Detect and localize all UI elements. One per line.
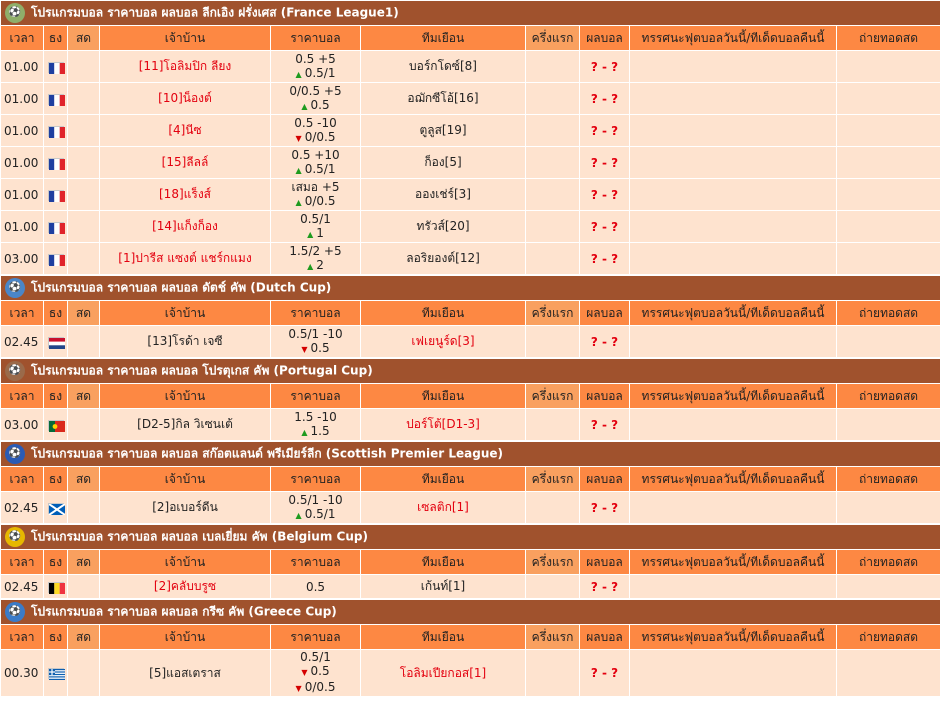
column-result: ผลบอล: [580, 26, 630, 51]
portugal-cup-icon: ⚽: [5, 361, 25, 381]
column-live: สด: [68, 301, 100, 326]
half-time-cell: [526, 492, 580, 524]
tips-cell[interactable]: [630, 650, 837, 697]
france-flag: [48, 126, 64, 137]
column-half: ครึ่งแรก: [526, 301, 580, 326]
odds-cell: [271, 115, 361, 147]
result-score[interactable]: ? - ?: [580, 575, 630, 599]
tips-cell[interactable]: [630, 115, 837, 147]
tips-cell[interactable]: [630, 326, 837, 358]
arrow-down-icon: ▼: [301, 344, 308, 354]
live-cell: [68, 115, 100, 147]
tips-cell[interactable]: [630, 575, 837, 599]
column-header-row: [1, 550, 940, 575]
match-row[interactable]: [1, 409, 940, 441]
result-score[interactable]: ? - ?: [580, 243, 630, 275]
flag-cell: [44, 243, 68, 275]
match-row[interactable]: [1, 492, 940, 524]
column-stream: ถ่ายทอดสด: [837, 625, 940, 650]
odds-line: 0.5/1: [300, 211, 331, 226]
tips-cell[interactable]: [630, 147, 837, 179]
stream-cell[interactable]: [837, 575, 940, 599]
odds-line-2: ▲ 1: [307, 225, 324, 240]
live-cell: [68, 575, 100, 599]
flag-cell: [44, 650, 68, 697]
column-away: ทีมเยือน: [361, 467, 526, 492]
arrow-up-icon: ▲: [301, 101, 308, 111]
column-odds: ราคาบอล: [271, 550, 361, 575]
live-cell: [68, 179, 100, 211]
league-header: [1, 1, 940, 26]
odds-line: 1.5 -10: [294, 409, 337, 424]
home-team[interactable]: [10]น็องต์: [100, 83, 271, 115]
league-table: [0, 358, 940, 441]
league-table: [0, 524, 940, 599]
match-row[interactable]: [1, 326, 940, 358]
match-row[interactable]: [1, 575, 940, 599]
arrow-down-icon: ▼: [295, 133, 302, 143]
league-title[interactable]: โปรแกรมบอล ราคาบอล ผลบอล สก๊อตแลนด์ พรีเมียร์ลีก (Scottish Premier League): [31, 446, 504, 461]
flag-cell: [44, 575, 68, 599]
column-home: เจ้าบ้าน: [100, 301, 271, 326]
match-row[interactable]: [1, 83, 940, 115]
column-flag: ธง: [44, 384, 68, 409]
home-team[interactable]: [14]แก็งก็อง: [100, 211, 271, 243]
odds-cell: [271, 211, 361, 243]
away-team[interactable]: ทรัวส์[20]: [361, 211, 526, 243]
odds-cell: [271, 575, 361, 599]
kickoff-time: 00.30: [1, 650, 44, 697]
league-title[interactable]: โปรแกรมบอล ราคาบอล ผลบอล กรีซ คัพ (Greece Cup): [31, 604, 337, 619]
odds-cell: [271, 83, 361, 115]
column-result: ผลบอล: [580, 625, 630, 650]
column-tips: ทรรศนะฟุตบอลวันนี้/ทีเด็ดบอลคืนนี้: [630, 384, 837, 409]
column-flag: ธง: [44, 467, 68, 492]
column-half: ครึ่งแรก: [526, 550, 580, 575]
kickoff-time: 03.00: [1, 409, 44, 441]
away-team[interactable]: บอร์กโดซ์[8]: [361, 51, 526, 83]
column-odds: ราคาบอล: [271, 384, 361, 409]
kickoff-time: 01.00: [1, 51, 44, 83]
column-away: ทีมเยือน: [361, 384, 526, 409]
match-row[interactable]: [1, 51, 940, 83]
france-flag: [48, 222, 64, 233]
odds-line-2: ▲ 0.5/1: [295, 161, 336, 176]
flag-cell: [44, 409, 68, 441]
league-header: [1, 359, 940, 384]
column-home: เจ้าบ้าน: [100, 467, 271, 492]
league-table: [0, 441, 940, 524]
away-team[interactable]: ก็อง[5]: [361, 147, 526, 179]
half-time-cell: [526, 326, 580, 358]
tips-cell[interactable]: [630, 492, 837, 524]
arrow-up-icon: ▲: [295, 197, 302, 207]
arrow-up-icon: ▲: [295, 165, 302, 175]
column-flag: ธง: [44, 301, 68, 326]
half-time-cell: [526, 115, 580, 147]
arrow-down-icon: ▼: [295, 684, 302, 693]
column-time: เวลา: [1, 550, 44, 575]
column-away: ทีมเยือน: [361, 26, 526, 51]
odds-line: 0.5 +5: [295, 51, 336, 66]
column-time: เวลา: [1, 301, 44, 326]
odds-cell: [271, 650, 361, 697]
column-away: ทีมเยือน: [361, 550, 526, 575]
match-row[interactable]: [1, 650, 940, 697]
odds-cell: [271, 326, 361, 358]
stream-cell[interactable]: [837, 179, 940, 211]
belgium-cup-icon: ⚽: [5, 527, 25, 547]
flag-cell: [44, 326, 68, 358]
odds-cell: [271, 147, 361, 179]
league-header: [1, 442, 940, 467]
kickoff-time: 01.00: [1, 211, 44, 243]
stream-cell[interactable]: [837, 83, 940, 115]
kickoff-time: 01.00: [1, 115, 44, 147]
kickoff-time: 01.00: [1, 179, 44, 211]
odds-line-2: ▲ 0.5: [301, 97, 330, 112]
league-title[interactable]: โปรแกรมบอล ราคาบอล ผลบอล เบลเยี่ยม คัพ (Belgium Cup): [31, 529, 368, 544]
league-header: [1, 525, 940, 550]
portugal-flag: [48, 420, 64, 431]
league-title[interactable]: โปรแกรมบอล ราคาบอล ผลบอล โปรตุเกส คัพ (Portugal Cup): [31, 363, 373, 378]
half-time-cell: [526, 51, 580, 83]
column-flag: ธง: [44, 550, 68, 575]
column-result: ผลบอล: [580, 467, 630, 492]
tips-cell[interactable]: [630, 83, 837, 115]
odds-cell: [271, 51, 361, 83]
kickoff-time: 01.00: [1, 147, 44, 179]
match-row[interactable]: [1, 147, 940, 179]
column-header-row: [1, 301, 940, 326]
belgium-flag: [48, 582, 64, 593]
column-stream: ถ่ายทอดสด: [837, 467, 940, 492]
flag-cell: [44, 211, 68, 243]
league-table: [0, 275, 940, 358]
odds-line: 0.5/1 -10: [288, 492, 343, 507]
away-team[interactable]: เฟเยนูร์ด[3]: [361, 326, 526, 358]
kickoff-time: 02.45: [1, 492, 44, 524]
live-cell: [68, 51, 100, 83]
half-time-cell: [526, 83, 580, 115]
home-team[interactable]: [11]โอลิมปิก ลียง: [100, 51, 271, 83]
column-half: ครึ่งแรก: [526, 384, 580, 409]
stream-cell[interactable]: [837, 51, 940, 83]
odds-line-2: ▲ 0/0.5: [295, 193, 336, 208]
result-score[interactable]: ? - ?: [580, 115, 630, 147]
stream-cell[interactable]: [837, 409, 940, 441]
kickoff-time: 02.45: [1, 326, 44, 358]
half-time-cell: [526, 179, 580, 211]
match-row[interactable]: [1, 179, 940, 211]
column-flag: ธง: [44, 625, 68, 650]
column-half: ครึ่งแรก: [526, 26, 580, 51]
column-tips: ทรรศนะฟุตบอลวันนี้/ทีเด็ดบอลคืนนี้: [630, 550, 837, 575]
match-row[interactable]: [1, 115, 940, 147]
flag-cell: [44, 51, 68, 83]
league-header: [1, 276, 940, 301]
greece-cup-icon: ⚽: [5, 602, 25, 622]
live-cell: [68, 211, 100, 243]
column-stream: ถ่ายทอดสด: [837, 301, 940, 326]
scotland-flag: [48, 503, 64, 514]
column-stream: ถ่ายทอดสด: [837, 26, 940, 51]
odds-line-2: ▲ 2: [307, 257, 324, 272]
tips-cell[interactable]: [630, 179, 837, 211]
result-score[interactable]: ? - ?: [580, 147, 630, 179]
arrow-up-icon: ▲: [307, 229, 314, 239]
column-odds: ราคาบอล: [271, 467, 361, 492]
live-cell: [68, 83, 100, 115]
result-score[interactable]: ? - ?: [580, 179, 630, 211]
scottish-league-icon: ⚽: [5, 444, 25, 464]
column-half: ครึ่งแรก: [526, 467, 580, 492]
stream-cell[interactable]: [837, 115, 940, 147]
column-home: เจ้าบ้าน: [100, 384, 271, 409]
column-home: เจ้าบ้าน: [100, 26, 271, 51]
column-result: ผลบอล: [580, 384, 630, 409]
stream-cell[interactable]: [837, 147, 940, 179]
france-flag: [48, 158, 64, 169]
stream-cell[interactable]: [837, 243, 940, 275]
tips-cell[interactable]: [630, 211, 837, 243]
kickoff-time: 02.45: [1, 575, 44, 599]
result-score[interactable]: ? - ?: [580, 211, 630, 243]
flag-cell: [44, 179, 68, 211]
column-header-row: [1, 384, 940, 409]
kickoff-time: 01.00: [1, 83, 44, 115]
odds-line-2: ▲ 0.5/1: [295, 65, 336, 80]
result-score[interactable]: ? - ?: [580, 492, 630, 524]
home-team[interactable]: [18]แร็งส์: [100, 179, 271, 211]
stream-cell[interactable]: [837, 211, 940, 243]
arrow-up-icon: ▲: [307, 261, 314, 271]
tips-cell[interactable]: [630, 51, 837, 83]
greece-flag: [48, 668, 64, 679]
half-time-cell: [526, 650, 580, 697]
column-time: เวลา: [1, 26, 44, 51]
column-flag: ธง: [44, 26, 68, 51]
arrow-up-icon: ▲: [295, 69, 302, 79]
live-cell: [68, 492, 100, 524]
stream-cell[interactable]: [837, 492, 940, 524]
column-odds: ราคาบอล: [271, 26, 361, 51]
home-team[interactable]: [13]โรด้า เจซี: [100, 326, 271, 358]
odds-line: 0.5 +10: [291, 147, 340, 162]
result-score[interactable]: ? - ?: [580, 326, 630, 358]
arrow-down-icon: ▼: [301, 668, 308, 677]
column-time: เวลา: [1, 467, 44, 492]
column-stream: ถ่ายทอดสด: [837, 550, 940, 575]
odds-line: 1.5/2 +5: [289, 243, 342, 258]
column-away: ทีมเยือน: [361, 625, 526, 650]
odds-line: 0.5/1 -10: [288, 326, 343, 341]
odds-cell: [271, 243, 361, 275]
live-cell: [68, 650, 100, 697]
odds-line: 0.5 -10: [294, 115, 337, 130]
half-time-cell: [526, 243, 580, 275]
odds-cell: [271, 179, 361, 211]
home-team[interactable]: [15]ลีลล์: [100, 147, 271, 179]
home-team[interactable]: [5]แอสเตราส: [100, 650, 271, 697]
column-tips: ทรรศนะฟุตบอลวันนี้/ทีเด็ดบอลคืนนี้: [630, 625, 837, 650]
odds-cell: [271, 492, 361, 524]
home-team[interactable]: [4]นีซ: [100, 115, 271, 147]
league-table: [0, 599, 940, 697]
column-away: ทีมเยือน: [361, 301, 526, 326]
dutch-cup-icon: ⚽: [5, 278, 25, 298]
league-table: [0, 0, 940, 275]
column-header-row: [1, 26, 940, 51]
tips-cell[interactable]: [630, 243, 837, 275]
league-title[interactable]: โปรแกรมบอล ราคาบอล ผลบอล ดัตช์ คัพ (Dutch Cup): [31, 280, 332, 295]
home-team[interactable]: [D2-5]กิล วิเซนเต้: [100, 409, 271, 441]
kickoff-time: 03.00: [1, 243, 44, 275]
result-score[interactable]: ? - ?: [580, 83, 630, 115]
result-score[interactable]: ? - ?: [580, 650, 630, 697]
half-time-cell: [526, 409, 580, 441]
netherlands-flag: [48, 337, 64, 348]
flag-cell: [44, 492, 68, 524]
live-cell: [68, 326, 100, 358]
column-time: เวลา: [1, 384, 44, 409]
odds-line: 0/0.5 +5: [289, 83, 342, 98]
away-team[interactable]: ตูลูส[19]: [361, 115, 526, 147]
column-odds: ราคาบอล: [271, 301, 361, 326]
column-tips: ทรรศนะฟุตบอลวันนี้/ทีเด็ดบอลคืนนี้: [630, 301, 837, 326]
flag-cell: [44, 147, 68, 179]
france-league-icon: ⚽: [5, 3, 25, 23]
result-score[interactable]: ? - ?: [580, 409, 630, 441]
odds-line: 0.5: [305, 579, 326, 594]
live-cell: [68, 409, 100, 441]
half-time-cell: [526, 575, 580, 599]
column-half: ครึ่งแรก: [526, 625, 580, 650]
half-time-cell: [526, 211, 580, 243]
stream-cell[interactable]: [837, 650, 940, 697]
tips-cell[interactable]: [630, 409, 837, 441]
france-flag: [48, 94, 64, 105]
live-cell: [68, 243, 100, 275]
half-time-cell: [526, 147, 580, 179]
column-time: เวลา: [1, 625, 44, 650]
column-result: ผลบอล: [580, 301, 630, 326]
odds-line-2: ▼ 0.5: [301, 664, 330, 678]
france-flag: [48, 190, 64, 201]
arrow-up-icon: ▲: [301, 427, 308, 437]
column-header-row: [1, 467, 940, 492]
result-score[interactable]: ? - ?: [580, 51, 630, 83]
live-cell: [68, 147, 100, 179]
column-tips: ทรรศนะฟุตบอลวันนี้/ทีเด็ดบอลคืนนี้: [630, 26, 837, 51]
away-team[interactable]: ปอร์โต้[D1-3]: [361, 409, 526, 441]
home-team[interactable]: [2]คลับบรูซ: [100, 575, 271, 599]
odds-cell: [271, 409, 361, 441]
odds-line-2: ▲ 0.5/1: [295, 506, 336, 521]
league-header: [1, 600, 940, 625]
column-live: สด: [68, 26, 100, 51]
column-live: สด: [68, 550, 100, 575]
away-team[interactable]: เก้นท์[1]: [361, 575, 526, 599]
away-team[interactable]: โอลิมเปียกอส[1]: [361, 650, 526, 697]
home-team[interactable]: [1]ปารีส แซงต์ แชร์กแมง: [100, 243, 271, 275]
match-row[interactable]: [1, 211, 940, 243]
away-team[interactable]: ลอริยองต์[12]: [361, 243, 526, 275]
column-odds: ราคาบอล: [271, 625, 361, 650]
odds-line-2: ▲ 1.5: [301, 423, 330, 438]
column-home: เจ้าบ้าน: [100, 550, 271, 575]
league-title[interactable]: โปรแกรมบอล ราคาบอล ผลบอล ลีกเอิง ฝรั่งเศส (France League1): [31, 5, 399, 20]
odds-line-3: ▼ 0/0.5: [295, 680, 336, 694]
away-team[interactable]: เซลติก[1]: [361, 492, 526, 524]
column-stream: ถ่ายทอดสด: [837, 384, 940, 409]
column-live: สด: [68, 467, 100, 492]
match-row[interactable]: [1, 243, 940, 275]
france-flag: [48, 254, 64, 265]
arrow-up-icon: ▲: [295, 510, 302, 520]
column-tips: ทรรศนะฟุตบอลวันนี้/ทีเด็ดบอลคืนนี้: [630, 467, 837, 492]
column-live: สด: [68, 384, 100, 409]
away-team[interactable]: อองเช่ร์[3]: [361, 179, 526, 211]
column-live: สด: [68, 625, 100, 650]
odds-line-2: ▼ 0.5: [301, 340, 330, 355]
column-home: เจ้าบ้าน: [100, 625, 271, 650]
column-header-row: [1, 625, 940, 650]
flag-cell: [44, 83, 68, 115]
odds-line: เสมอ +5: [291, 179, 340, 194]
flag-cell: [44, 115, 68, 147]
odds-line: 0.5/1: [300, 650, 331, 664]
france-flag: [48, 62, 64, 73]
away-team[interactable]: อฌักซีโอ้[16]: [361, 83, 526, 115]
column-result: ผลบอล: [580, 550, 630, 575]
odds-line-2: ▼ 0/0.5: [295, 129, 336, 144]
stream-cell[interactable]: [837, 326, 940, 358]
home-team[interactable]: [2]อเบอร์ดีน: [100, 492, 271, 524]
